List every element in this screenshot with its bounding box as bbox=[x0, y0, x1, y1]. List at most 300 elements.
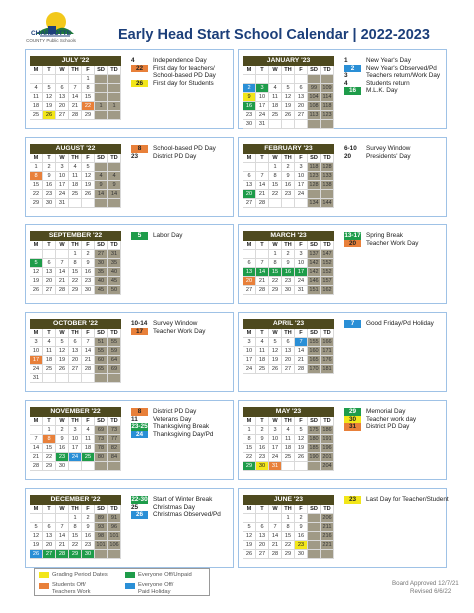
date-cell: 10 bbox=[69, 435, 82, 444]
day-header: SD bbox=[308, 329, 321, 338]
date-cell bbox=[256, 514, 269, 523]
logo-subtitle: COUNTY Public Schools bbox=[26, 38, 76, 43]
date-cell: 9 bbox=[82, 523, 95, 532]
date-cell: 11 bbox=[69, 172, 82, 181]
date-cell: 24 bbox=[56, 190, 69, 199]
day-header: F bbox=[295, 154, 308, 163]
month-calendar bbox=[30, 56, 121, 120]
date-cell: 13 bbox=[43, 268, 56, 277]
day-count-cell: 84 bbox=[108, 453, 121, 462]
month-grid bbox=[243, 505, 334, 559]
date-cell: 3 bbox=[30, 338, 43, 347]
date-cell: 31 bbox=[295, 286, 308, 295]
day-count-cell: 109 bbox=[321, 84, 334, 93]
day-header: SD bbox=[308, 154, 321, 163]
month-panel bbox=[238, 400, 447, 480]
date-cell: 23 bbox=[82, 277, 95, 286]
day-count-cell: 162 bbox=[321, 286, 334, 295]
day-header: M bbox=[30, 66, 43, 75]
date-cell: 13 bbox=[243, 268, 256, 277]
date-cell: 4 bbox=[30, 84, 43, 93]
day-header: SD bbox=[95, 417, 108, 426]
date-cell: 8 bbox=[30, 172, 43, 181]
event-row bbox=[131, 80, 216, 88]
date-cell: 26 bbox=[43, 111, 56, 120]
event-row bbox=[344, 65, 440, 73]
month-calendar bbox=[30, 407, 121, 471]
legend-teachers-work: Teachers Work bbox=[52, 588, 91, 595]
day-header: F bbox=[82, 241, 95, 250]
date-cell: 7 bbox=[30, 435, 43, 444]
day-header: TH bbox=[282, 417, 295, 426]
event-date: 7 bbox=[344, 320, 361, 328]
date-cell: 26 bbox=[243, 550, 256, 559]
event-text: District PD Day bbox=[153, 152, 197, 160]
day-count-cell: 191 bbox=[321, 435, 334, 444]
day-header: M bbox=[30, 329, 43, 338]
date-cell bbox=[269, 199, 282, 208]
month-name: AUGUST '22 bbox=[30, 144, 121, 154]
date-cell bbox=[43, 374, 56, 383]
day-count-cell: 77 bbox=[108, 435, 121, 444]
day-header: TD bbox=[321, 505, 334, 514]
month-calendar bbox=[30, 231, 121, 295]
date-cell: 10 bbox=[56, 172, 69, 181]
date-cell: 31 bbox=[269, 462, 282, 471]
event-row bbox=[344, 57, 440, 65]
date-cell bbox=[282, 199, 295, 208]
day-count-cell: 30 bbox=[95, 259, 108, 268]
date-cell: 26 bbox=[56, 365, 69, 374]
date-cell: 16 bbox=[82, 268, 95, 277]
month-grid bbox=[30, 66, 121, 120]
date-cell: 2 bbox=[282, 250, 295, 259]
date-cell: 13 bbox=[43, 532, 56, 541]
date-cell: 26 bbox=[282, 111, 295, 120]
date-cell: 23 bbox=[243, 111, 256, 120]
date-cell bbox=[243, 75, 256, 84]
month-name: SEPTEMBER '22 bbox=[30, 231, 121, 241]
month-name: MAY '23 bbox=[243, 407, 334, 417]
event-text: Start of Winter Break bbox=[153, 496, 213, 503]
date-cell: 28 bbox=[56, 286, 69, 295]
event-list bbox=[131, 320, 205, 335]
month-calendar bbox=[243, 319, 334, 374]
date-cell: 19 bbox=[282, 102, 295, 111]
date-cell: 15 bbox=[269, 181, 282, 190]
event-text: Teacher work day bbox=[366, 415, 417, 423]
date-cell: 8 bbox=[43, 435, 56, 444]
day-header: F bbox=[295, 417, 308, 426]
date-cell: 9 bbox=[43, 172, 56, 181]
day-count-cell: 40 bbox=[95, 277, 108, 286]
event-list bbox=[131, 57, 216, 87]
day-header: TH bbox=[69, 154, 82, 163]
day-header: T bbox=[43, 66, 56, 75]
day-count-cell bbox=[95, 84, 108, 93]
day-count-cell bbox=[308, 541, 321, 550]
day-header: SD bbox=[95, 241, 108, 250]
date-cell: 12 bbox=[56, 347, 69, 356]
day-count-cell bbox=[308, 523, 321, 532]
date-cell: 11 bbox=[30, 93, 43, 102]
day-header: SD bbox=[95, 505, 108, 514]
day-count-cell: 14 bbox=[108, 190, 121, 199]
date-cell: 22 bbox=[69, 541, 82, 550]
date-cell: 30 bbox=[56, 462, 69, 471]
date-cell: 6 bbox=[295, 84, 308, 93]
date-cell: 2 bbox=[256, 426, 269, 435]
month-panel bbox=[238, 49, 447, 129]
day-count-cell: 73 bbox=[95, 435, 108, 444]
date-cell: 17 bbox=[256, 102, 269, 111]
day-count-cell: 134 bbox=[308, 199, 321, 208]
date-cell: 7 bbox=[56, 259, 69, 268]
day-count-cell: 104 bbox=[308, 93, 321, 102]
legend-yellow-swatch bbox=[39, 572, 49, 578]
date-cell: 30 bbox=[82, 286, 95, 295]
legend-unpaid: Everyone Off/Unpaid bbox=[138, 572, 192, 578]
day-header: M bbox=[30, 241, 43, 250]
day-count-cell bbox=[95, 111, 108, 120]
event-row bbox=[344, 87, 440, 95]
date-cell: 21 bbox=[256, 190, 269, 199]
date-cell: 20 bbox=[243, 277, 256, 286]
date-cell: 17 bbox=[295, 268, 308, 277]
event-date: 22 bbox=[131, 65, 148, 73]
event-date: 5 bbox=[131, 232, 148, 240]
date-cell: 13 bbox=[282, 347, 295, 356]
day-count-cell: 157 bbox=[321, 277, 334, 286]
date-cell: 28 bbox=[56, 550, 69, 559]
approval-note bbox=[392, 580, 459, 596]
date-cell: 3 bbox=[56, 163, 69, 172]
event-row bbox=[131, 232, 183, 240]
day-count-cell: 142 bbox=[308, 268, 321, 277]
event-date: 20 bbox=[344, 152, 352, 160]
date-cell: 3 bbox=[295, 163, 308, 172]
day-count-cell: 9 bbox=[95, 181, 108, 190]
date-cell: 4 bbox=[256, 338, 269, 347]
month-panel bbox=[238, 224, 447, 304]
day-header: TD bbox=[321, 329, 334, 338]
date-cell: 23 bbox=[282, 277, 295, 286]
day-count-cell bbox=[108, 75, 121, 84]
event-date: 8 bbox=[131, 145, 148, 153]
day-header: W bbox=[56, 154, 69, 163]
date-cell bbox=[295, 75, 308, 84]
date-cell: 13 bbox=[295, 93, 308, 102]
date-cell: 12 bbox=[269, 347, 282, 356]
date-cell: 23 bbox=[256, 453, 269, 462]
day-count-cell: 146 bbox=[308, 277, 321, 286]
date-cell: 30 bbox=[43, 199, 56, 208]
event-text: Spring Break bbox=[366, 232, 403, 239]
date-cell: 8 bbox=[243, 435, 256, 444]
date-cell bbox=[82, 199, 95, 208]
date-cell: 30 bbox=[295, 550, 308, 559]
legend-grading: Grading Period Dates bbox=[52, 572, 108, 578]
day-header: TD bbox=[321, 417, 334, 426]
date-cell: 26 bbox=[30, 286, 43, 295]
date-cell: 27 bbox=[256, 550, 269, 559]
day-header: T bbox=[256, 417, 269, 426]
date-cell bbox=[243, 250, 256, 259]
date-cell: 9 bbox=[282, 259, 295, 268]
month-name: JANUARY '23 bbox=[243, 56, 334, 66]
day-count-cell bbox=[308, 190, 321, 199]
day-count-cell: 137 bbox=[308, 250, 321, 259]
day-count-cell: 59 bbox=[108, 347, 121, 356]
day-header: SD bbox=[308, 66, 321, 75]
date-cell: 8 bbox=[282, 523, 295, 532]
date-cell: 14 bbox=[295, 347, 308, 356]
event-row bbox=[131, 431, 213, 439]
event-text: First day for teachers/ bbox=[153, 64, 215, 72]
day-count-cell: 118 bbox=[308, 163, 321, 172]
date-cell: 21 bbox=[82, 356, 95, 365]
day-count-cell: 1 bbox=[108, 102, 121, 111]
day-header: W bbox=[56, 329, 69, 338]
day-count-cell bbox=[108, 374, 121, 383]
date-cell: 23 bbox=[282, 190, 295, 199]
day-header: T bbox=[256, 241, 269, 250]
date-cell: 4 bbox=[69, 163, 82, 172]
date-cell bbox=[295, 120, 308, 129]
date-cell: 5 bbox=[43, 84, 56, 93]
date-cell: 25 bbox=[82, 453, 95, 462]
event-date: 22-30 bbox=[131, 496, 148, 503]
event-text: District PD Day bbox=[153, 408, 197, 415]
date-cell bbox=[256, 163, 269, 172]
day-header: TH bbox=[69, 329, 82, 338]
day-count-cell: 78 bbox=[95, 444, 108, 453]
day-header: TH bbox=[69, 241, 82, 250]
date-cell: 16 bbox=[56, 444, 69, 453]
month-grid bbox=[243, 417, 334, 471]
date-cell: 6 bbox=[69, 338, 82, 347]
event-date: 23 bbox=[131, 152, 139, 160]
event-text: Teacher Work Day bbox=[366, 239, 419, 247]
date-cell: 5 bbox=[82, 163, 95, 172]
event-text: First day for Students bbox=[153, 79, 214, 87]
event-date: 2 bbox=[344, 65, 361, 73]
date-cell: 17 bbox=[295, 181, 308, 190]
event-date: 13-17 bbox=[344, 232, 361, 239]
event-text: Christmas Observed/Pd bbox=[153, 511, 221, 519]
date-cell: 24 bbox=[243, 365, 256, 374]
date-cell: 19 bbox=[56, 356, 69, 365]
date-cell: 12 bbox=[295, 435, 308, 444]
date-cell: 9 bbox=[243, 93, 256, 102]
date-cell: 15 bbox=[43, 444, 56, 453]
date-cell: 15 bbox=[69, 532, 82, 541]
date-cell: 3 bbox=[295, 250, 308, 259]
date-cell bbox=[295, 462, 308, 471]
event-list bbox=[131, 496, 221, 519]
day-header: T bbox=[43, 505, 56, 514]
date-cell: 15 bbox=[282, 532, 295, 541]
date-cell: 18 bbox=[69, 181, 82, 190]
event-row bbox=[344, 496, 449, 504]
date-cell: 11 bbox=[256, 347, 269, 356]
day-count-cell: 106 bbox=[108, 541, 121, 550]
day-count-cell: 91 bbox=[108, 514, 121, 523]
date-cell: 22 bbox=[30, 190, 43, 199]
date-cell: 30 bbox=[256, 462, 269, 471]
date-cell bbox=[82, 374, 95, 383]
event-text: Last Day for Teacher/Student bbox=[366, 496, 449, 503]
day-count-cell bbox=[308, 550, 321, 559]
date-cell: 13 bbox=[56, 93, 69, 102]
month-panel bbox=[25, 49, 234, 129]
date-cell: 16 bbox=[295, 532, 308, 541]
date-cell: 13 bbox=[256, 532, 269, 541]
date-cell: 10 bbox=[295, 172, 308, 181]
legend-paid-holiday: Paid Holiday bbox=[138, 588, 171, 595]
date-cell: 24 bbox=[256, 111, 269, 120]
date-cell bbox=[256, 75, 269, 84]
date-cell: 19 bbox=[43, 102, 56, 111]
day-header: M bbox=[243, 417, 256, 426]
date-cell: 21 bbox=[269, 541, 282, 550]
date-cell: 31 bbox=[56, 199, 69, 208]
day-count-cell bbox=[108, 93, 121, 102]
date-cell: 12 bbox=[30, 532, 43, 541]
date-cell bbox=[30, 514, 43, 523]
event-text: Memorial Day bbox=[366, 408, 406, 415]
day-count-cell bbox=[308, 75, 321, 84]
day-count-cell: 211 bbox=[321, 523, 334, 532]
day-count-cell: 80 bbox=[95, 453, 108, 462]
date-cell: 22 bbox=[282, 541, 295, 550]
event-date: 8 bbox=[131, 408, 148, 416]
revised-text: Revised 6/6/22 bbox=[410, 588, 452, 595]
day-header: TD bbox=[108, 241, 121, 250]
day-header: SD bbox=[95, 154, 108, 163]
day-count-cell: 201 bbox=[321, 453, 334, 462]
date-cell bbox=[43, 250, 56, 259]
event-row bbox=[344, 320, 434, 328]
day-header: W bbox=[269, 66, 282, 75]
day-count-cell: 14 bbox=[95, 190, 108, 199]
date-cell: 20 bbox=[282, 356, 295, 365]
day-count-cell: 118 bbox=[321, 102, 334, 111]
date-cell: 16 bbox=[282, 181, 295, 190]
date-cell: 12 bbox=[82, 172, 95, 181]
day-count-cell bbox=[321, 190, 334, 199]
event-date: 29 bbox=[344, 408, 361, 416]
event-text: Christmas Day bbox=[153, 503, 195, 511]
board-approved-text: Board Approved 12/7/21 bbox=[392, 580, 459, 587]
day-header: T bbox=[256, 329, 269, 338]
event-row bbox=[344, 240, 418, 248]
day-header: TD bbox=[321, 66, 334, 75]
event-date: 1 bbox=[344, 57, 348, 64]
day-count-cell: 73 bbox=[108, 426, 121, 435]
event-text: New Year's Observed/Pd bbox=[366, 64, 437, 72]
event-list bbox=[344, 57, 440, 95]
month-panel bbox=[25, 137, 234, 217]
event-date: 4 bbox=[344, 79, 348, 87]
date-cell: 19 bbox=[82, 181, 95, 190]
day-count-cell: 98 bbox=[95, 532, 108, 541]
date-cell: 27 bbox=[282, 365, 295, 374]
day-count-cell bbox=[95, 199, 108, 208]
day-count-cell: 221 bbox=[321, 541, 334, 550]
event-list bbox=[344, 496, 449, 504]
date-cell: 22 bbox=[69, 277, 82, 286]
day-count-cell: 160 bbox=[308, 347, 321, 356]
day-count-cell bbox=[108, 111, 121, 120]
day-count-cell bbox=[108, 199, 121, 208]
date-cell: 31 bbox=[30, 374, 43, 383]
month-calendar bbox=[243, 144, 334, 208]
day-count-cell: 175 bbox=[308, 426, 321, 435]
date-cell: 14 bbox=[269, 532, 282, 541]
date-cell: 16 bbox=[243, 102, 256, 111]
day-count-cell: 155 bbox=[308, 338, 321, 347]
date-cell: 6 bbox=[43, 259, 56, 268]
event-row bbox=[131, 153, 216, 161]
event-text: Teacher Work Day bbox=[153, 327, 206, 335]
date-cell bbox=[295, 199, 308, 208]
date-cell: 31 bbox=[256, 120, 269, 129]
date-cell: 27 bbox=[69, 365, 82, 374]
day-header: T bbox=[256, 154, 269, 163]
date-cell: 27 bbox=[243, 199, 256, 208]
day-count-cell: 152 bbox=[321, 259, 334, 268]
day-header: F bbox=[82, 66, 95, 75]
event-row bbox=[131, 328, 205, 336]
date-cell: 23 bbox=[82, 541, 95, 550]
day-count-cell: 4 bbox=[95, 172, 108, 181]
day-header: SD bbox=[308, 241, 321, 250]
date-cell bbox=[30, 426, 43, 435]
event-text: Veterans Day bbox=[153, 415, 192, 423]
date-cell: 27 bbox=[295, 111, 308, 120]
date-cell: 22 bbox=[243, 453, 256, 462]
date-cell: 14 bbox=[56, 268, 69, 277]
event-row bbox=[131, 416, 213, 424]
date-cell: 20 bbox=[43, 277, 56, 286]
date-cell: 29 bbox=[30, 199, 43, 208]
day-count-cell bbox=[108, 84, 121, 93]
date-cell: 10 bbox=[30, 347, 43, 356]
event-date: 25 bbox=[131, 503, 139, 511]
month-grid bbox=[30, 154, 121, 208]
month-calendar bbox=[30, 144, 121, 208]
date-cell: 12 bbox=[282, 93, 295, 102]
date-cell: 18 bbox=[82, 444, 95, 453]
logo-name: CHARLOTTE bbox=[30, 30, 72, 37]
date-cell: 10 bbox=[256, 93, 269, 102]
event-date: 23-25 bbox=[131, 423, 148, 431]
date-cell: 25 bbox=[30, 111, 43, 120]
day-count-cell bbox=[95, 163, 108, 172]
date-cell: 12 bbox=[43, 93, 56, 102]
date-cell bbox=[69, 75, 82, 84]
day-count-cell: 128 bbox=[321, 163, 334, 172]
event-list bbox=[131, 232, 183, 240]
date-cell: 28 bbox=[82, 365, 95, 374]
date-cell: 21 bbox=[256, 277, 269, 286]
day-header: W bbox=[269, 417, 282, 426]
date-cell: 5 bbox=[269, 338, 282, 347]
day-header: TD bbox=[321, 154, 334, 163]
date-cell: 15 bbox=[243, 444, 256, 453]
date-cell: 1 bbox=[269, 163, 282, 172]
